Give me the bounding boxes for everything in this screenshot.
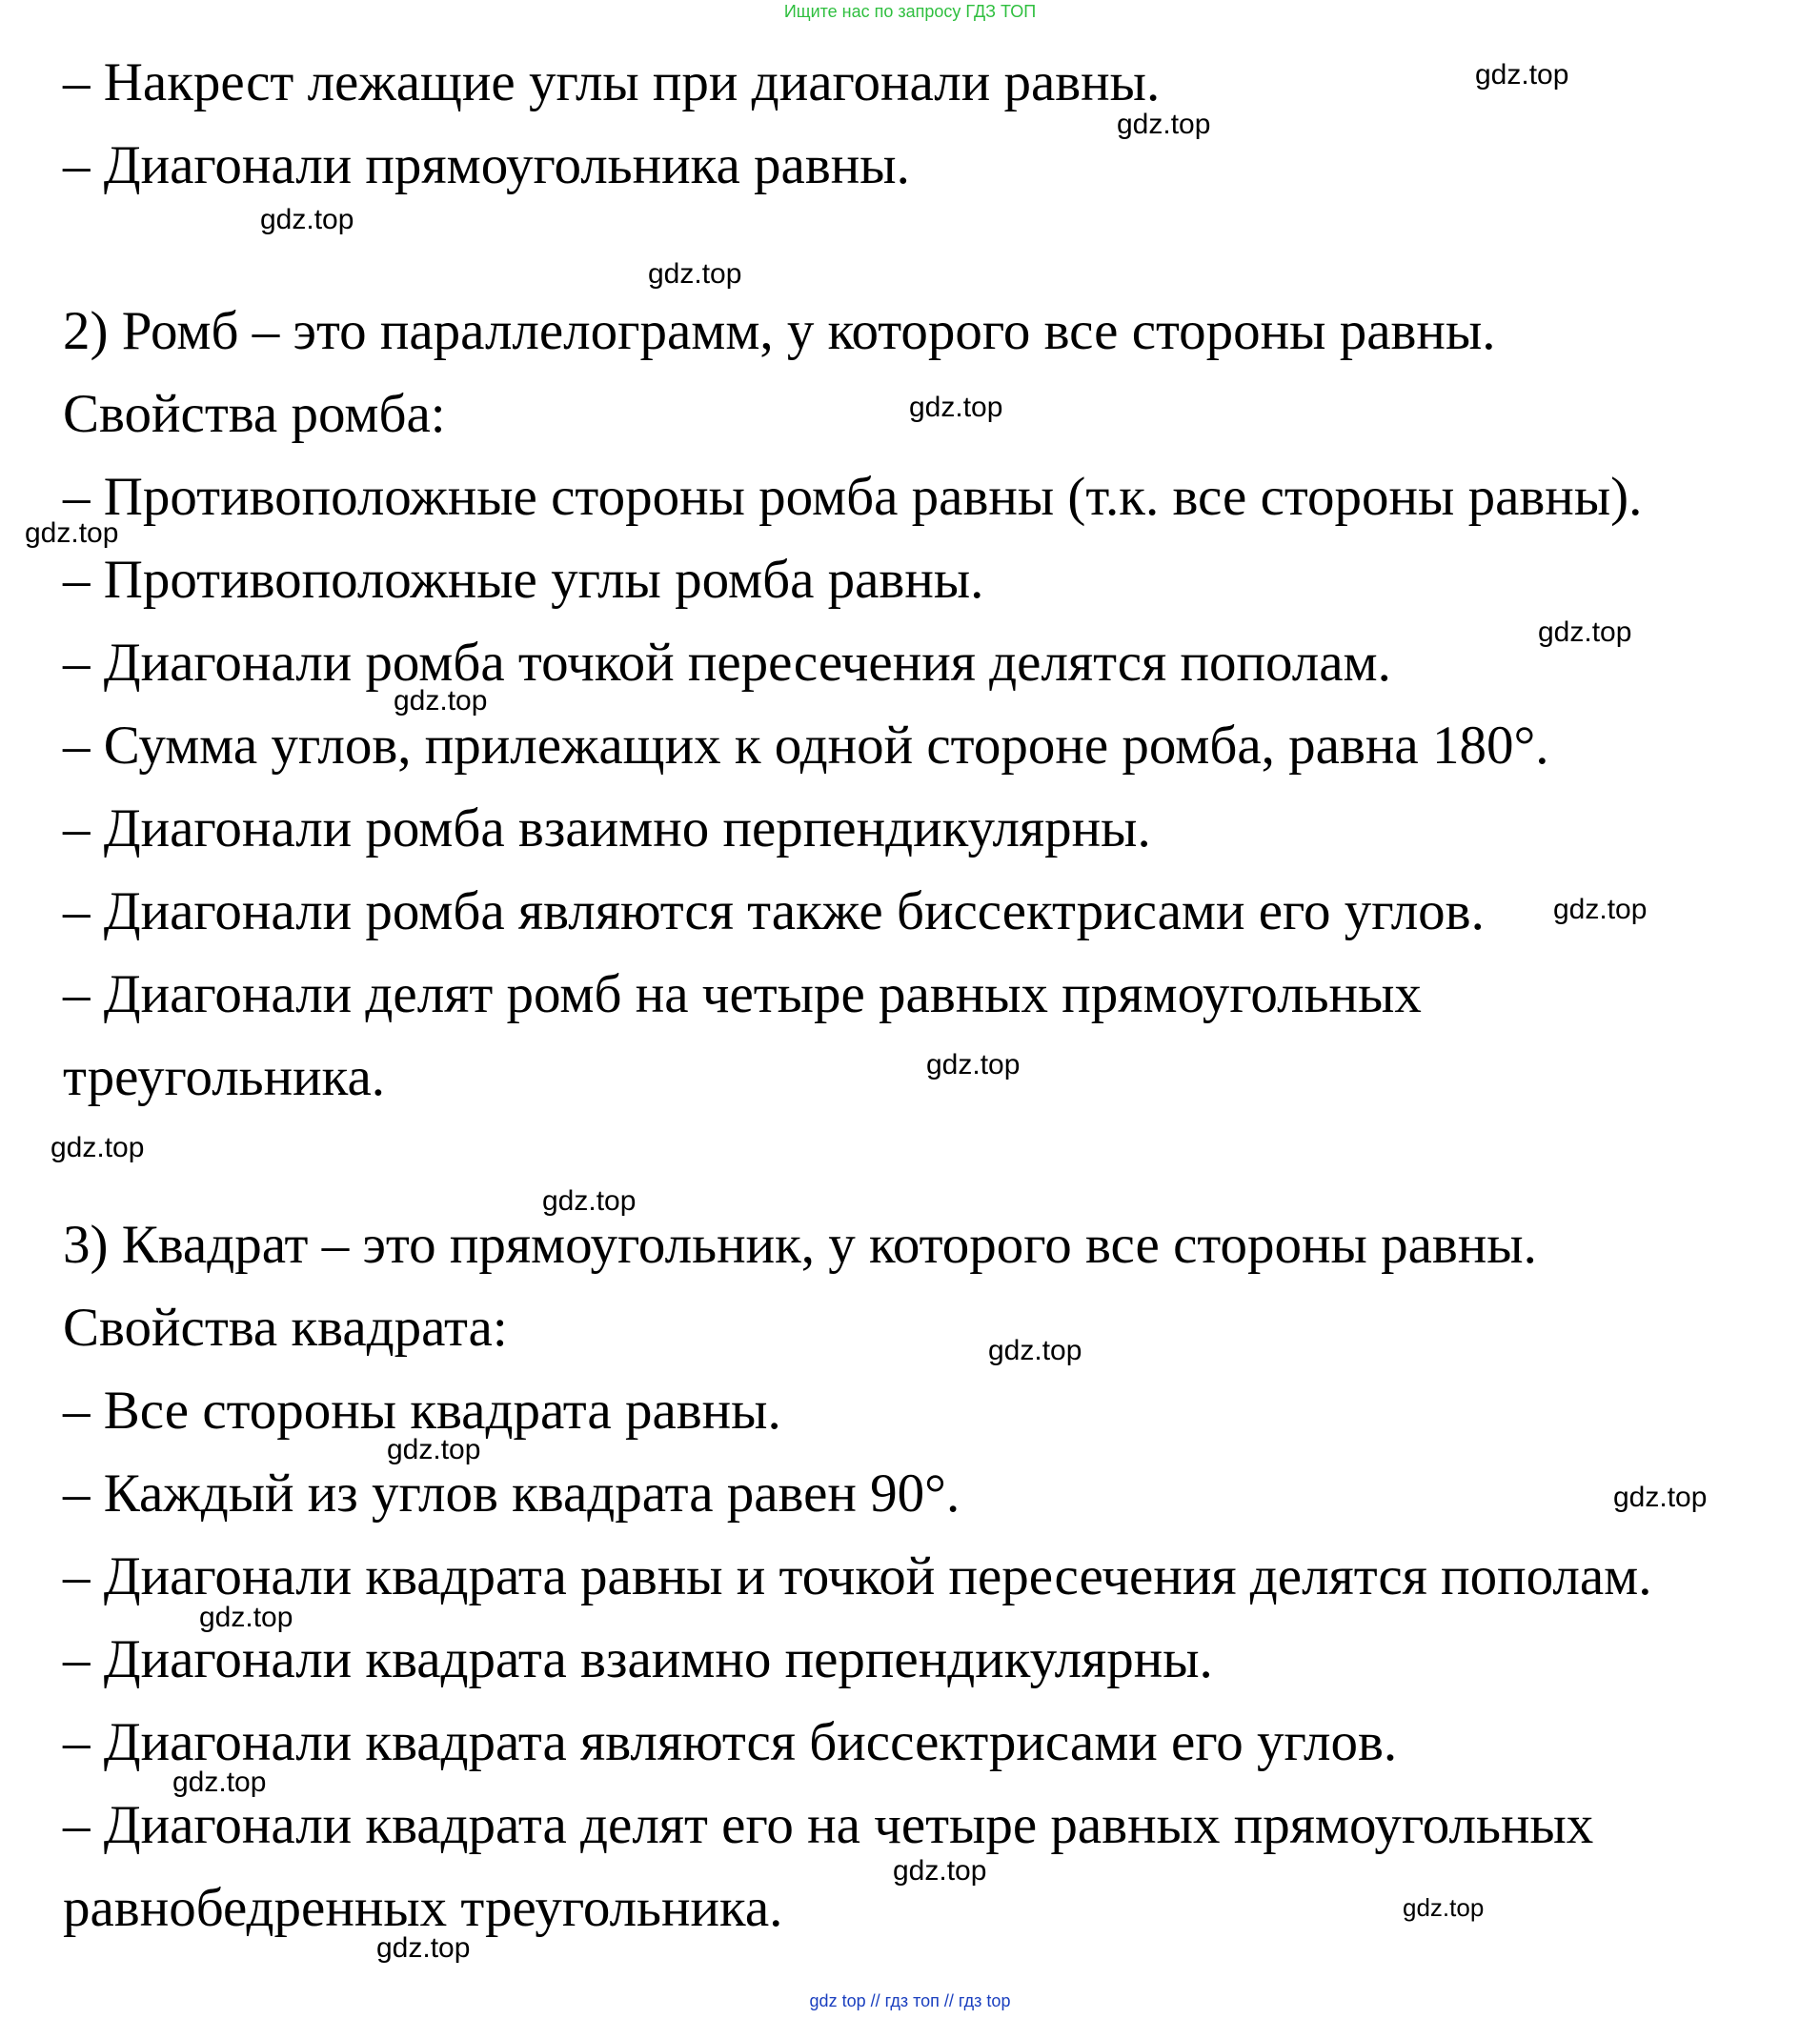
watermark: gdz.top — [1475, 59, 1569, 91]
text-line: – Диагонали квадрата взаимно перпендикулярны. — [63, 1629, 1213, 1689]
text-line: – Диагонали квадрата делят его на четыре равных прямоугольных — [63, 1795, 1594, 1855]
text-line: – Диагонали ромба являются также биссектрисами его углов. — [63, 881, 1485, 941]
text-line: – Каждый из углов квадрата равен 90°. — [63, 1464, 961, 1524]
text-line: – Диагонали прямоугольника равны. — [63, 135, 910, 195]
watermark: gdz.top — [1403, 1893, 1485, 1922]
watermark: gdz.top — [988, 1335, 1082, 1366]
watermark: gdz.top — [376, 1932, 471, 1964]
text-line: – Диагонали ромба точкой пересечения делятся пополам. — [63, 633, 1391, 693]
section-heading-rhombus: 2) Ромб – это параллелограмм, у которого все стороны равны. — [63, 301, 1496, 361]
watermark: gdz.top — [172, 1767, 267, 1798]
watermark: gdz.top — [1538, 616, 1632, 648]
footer-links[interactable]: gdz top // гдз топ // гдз top — [809, 1991, 1011, 2010]
top-banner[interactable]: Ищите нас по запросу ГДЗ ТОП — [783, 2, 1037, 21]
text-line: треугольника. — [63, 1047, 386, 1107]
watermark: gdz.top — [909, 392, 1003, 423]
text-line: Свойства квадрата: — [63, 1298, 508, 1358]
watermark: gdz.top — [25, 517, 119, 549]
text-line: – Все стороны квадрата равны. — [63, 1381, 781, 1441]
text-line: – Диагонали ромба взаимно перпендикулярны. — [63, 798, 1151, 858]
watermark: gdz.top — [394, 685, 488, 717]
watermark: gdz.top — [926, 1049, 1021, 1080]
watermark: gdz.top — [199, 1602, 293, 1633]
text-line: – Диагонали делят ромб на четыре равных прямоугольных — [63, 964, 1422, 1024]
watermark: gdz.top — [648, 258, 742, 290]
text-line: равнобедренных треугольника. — [63, 1878, 783, 1938]
watermark: gdz.top — [542, 1185, 637, 1217]
watermark: gdz.top — [51, 1132, 145, 1163]
section-heading-square: 3) Квадрат – это прямоугольник, у которого все стороны равны. — [63, 1215, 1537, 1275]
watermark: gdz.top — [893, 1855, 987, 1887]
text-line: Свойства ромба: — [63, 384, 446, 444]
text-line: – Противоположные стороны ромба равны (т.к. все стороны равны). — [63, 467, 1643, 527]
text-line: – Диагонали квадрата равны и точкой пересечения делятся пополам. — [63, 1546, 1652, 1606]
watermark: gdz.top — [1553, 894, 1648, 925]
watermark: gdz.top — [1117, 109, 1211, 140]
text-line: – Диагонали квадрата являются биссектрисами его углов. — [63, 1712, 1398, 1772]
watermark: gdz.top — [1613, 1482, 1708, 1513]
text-line: – Противоположные углы ромба равны. — [63, 550, 984, 610]
watermark: gdz.top — [387, 1434, 481, 1465]
text-line: – Сумма углов, прилежащих к одной стороне ромба, равна 180°. — [63, 716, 1549, 776]
watermark: gdz.top — [260, 204, 354, 235]
text-line: – Накрест лежащие углы при диагонали равны. — [63, 52, 1161, 112]
